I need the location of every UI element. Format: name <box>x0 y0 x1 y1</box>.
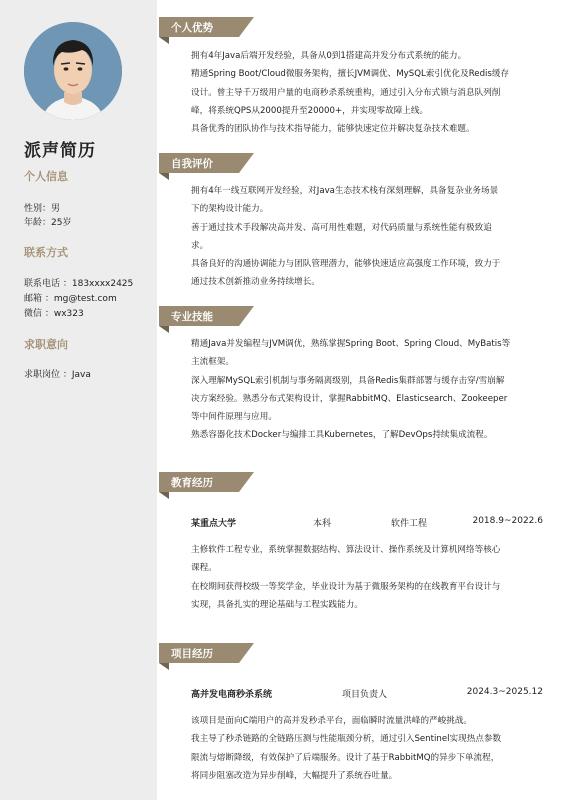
school-name: 某重点大学 <box>191 519 237 529</box>
text-line: 等中间件原理与应用。 <box>191 412 277 423</box>
text-line: 决方案经验。熟悉分布式架构设计，掌握RabbitMQ、Elasticsearch、Zookeeper <box>191 393 508 404</box>
resume-title: 派声简历 <box>24 141 96 161</box>
text-line: 具备优秀的团队协作与技术指导能力，能够快速定位并解决复杂技术难题。 <box>191 124 475 135</box>
text-line: 峰，将系统QPS从2000提升至20000+，并实现零故障上线。 <box>191 105 429 116</box>
major: 软件工程 <box>391 519 428 529</box>
gender-text: 性别：男 <box>24 204 61 214</box>
education-text <box>191 541 543 614</box>
job-position-text: 求职岗位 ：Java <box>24 370 91 380</box>
advantages-text <box>191 47 543 138</box>
text-line: 该项目是面向C端用户的高并发秒杀平台，面临瞬时流量洪峰的严峻挑战。 <box>191 716 473 726</box>
contact-heading: 联系方式 <box>24 246 68 259</box>
sidebar <box>0 0 157 800</box>
text-line: 将同步阻塞改造为异步削峰，大幅提升了系统吞吐量。 <box>191 770 398 781</box>
wechat-text: 微信 ：wx323 <box>24 309 84 319</box>
section-title-education: 教育经历 <box>171 477 213 489</box>
project-text <box>191 712 543 785</box>
text-line: 主修软件工程专业，系统掌握数据结构、算法设计、操作系统及计算机网络等核心 <box>191 545 501 555</box>
text-line: 实现，具备扎实的理论基础与工程实践能力。 <box>191 599 363 610</box>
text-line: 精通Spring Boot/Cloud微服务架构，擅长JVM调优、MySQL索引优化及Redis缓存 <box>191 69 510 80</box>
section-banner-skills <box>159 306 254 326</box>
text-line: 在校期间获得校级一等奖学金，毕业设计为基于微服务架构的在线教育平台设计与 <box>191 581 501 592</box>
phone-text: 联系电话 ：183xxxx2425 <box>24 279 134 289</box>
education-header-row <box>191 516 543 530</box>
education-period: 2018.9~2022.6 <box>472 516 543 526</box>
age-text: 年龄：25岁 <box>24 218 72 228</box>
project-header-row <box>191 687 543 701</box>
text-line: 我主导了秒杀链路的全链路压测与性能瓶颈分析，通过引入Sentinel实现热点参数 <box>191 734 502 745</box>
project-period: 2024.3~2025.12 <box>466 687 543 697</box>
personal-info-heading: 个人信息 <box>24 170 68 183</box>
text-line: 限流与熔断降级，有效保护了后端服务。设计了基于RabbitMQ的异步下单流程， <box>191 752 500 763</box>
avatar-portrait-icon <box>24 22 122 120</box>
section-title-projects: 项目经历 <box>171 648 213 660</box>
text-line: 熟悉容器化技术Docker与编排工具Kubernetes，了解DevOps持续集成流程。 <box>191 430 493 441</box>
job-intent-heading: 求职意向 <box>24 338 68 351</box>
section-banner-projects <box>159 643 254 663</box>
text-line: 拥有4年Java后端开发经验，具备从0到1搭建高并发分布式系统的能力。 <box>191 51 467 61</box>
text-line: 通过技术创新推动业务持续增长。 <box>191 277 320 288</box>
project-role: 项目负责人 <box>342 690 388 700</box>
section-title-evaluation: 自我评价 <box>171 158 213 170</box>
text-line: 精通Java并发编程与JVM调优，熟练掌握Spring Boot、Spring Cloud、MyBatis等 <box>191 339 511 349</box>
text-line: 下的架构设计能力。 <box>191 204 269 215</box>
degree: 本科 <box>313 519 332 529</box>
text-line: 拥有4年一线互联网开发经验，对Java生态技术栈有深刻理解，具备复杂业务场景 <box>191 186 499 196</box>
text-line: 课程。 <box>191 563 217 574</box>
evaluation-text <box>191 182 543 292</box>
section-title-skills: 专业技能 <box>171 311 213 323</box>
text-line: 设计。曾主导千万级用户量的电商秒杀系统重构，通过引入分布式锁与消息队列削 <box>191 87 501 98</box>
text-line: 求。 <box>191 240 209 251</box>
text-line: 深入理解MySQL索引机制与事务隔离级别，具备Redis集群部署与缓存击穿/雪崩解 <box>191 375 505 386</box>
skills-text <box>191 335 543 445</box>
section-title-advantages: 个人优势 <box>171 22 213 34</box>
section-banner-evaluation <box>159 153 254 173</box>
avatar <box>24 22 122 120</box>
section-banner-advantages <box>159 17 254 37</box>
text-line: 善于通过技术手段解决高并发、高可用性难题，对代码质量与系统性能有极致追 <box>191 222 492 233</box>
section-banner-education <box>159 472 254 492</box>
email-text: 邮箱 ：mg@test.com <box>24 294 117 304</box>
project-name: 高并发电商秒杀系统 <box>191 690 273 700</box>
text-line: 具备良好的沟通协调能力与团队管理潜力，能够快速适应高强度工作环境，致力于 <box>191 259 501 270</box>
text-line: 主流框架。 <box>191 357 234 368</box>
